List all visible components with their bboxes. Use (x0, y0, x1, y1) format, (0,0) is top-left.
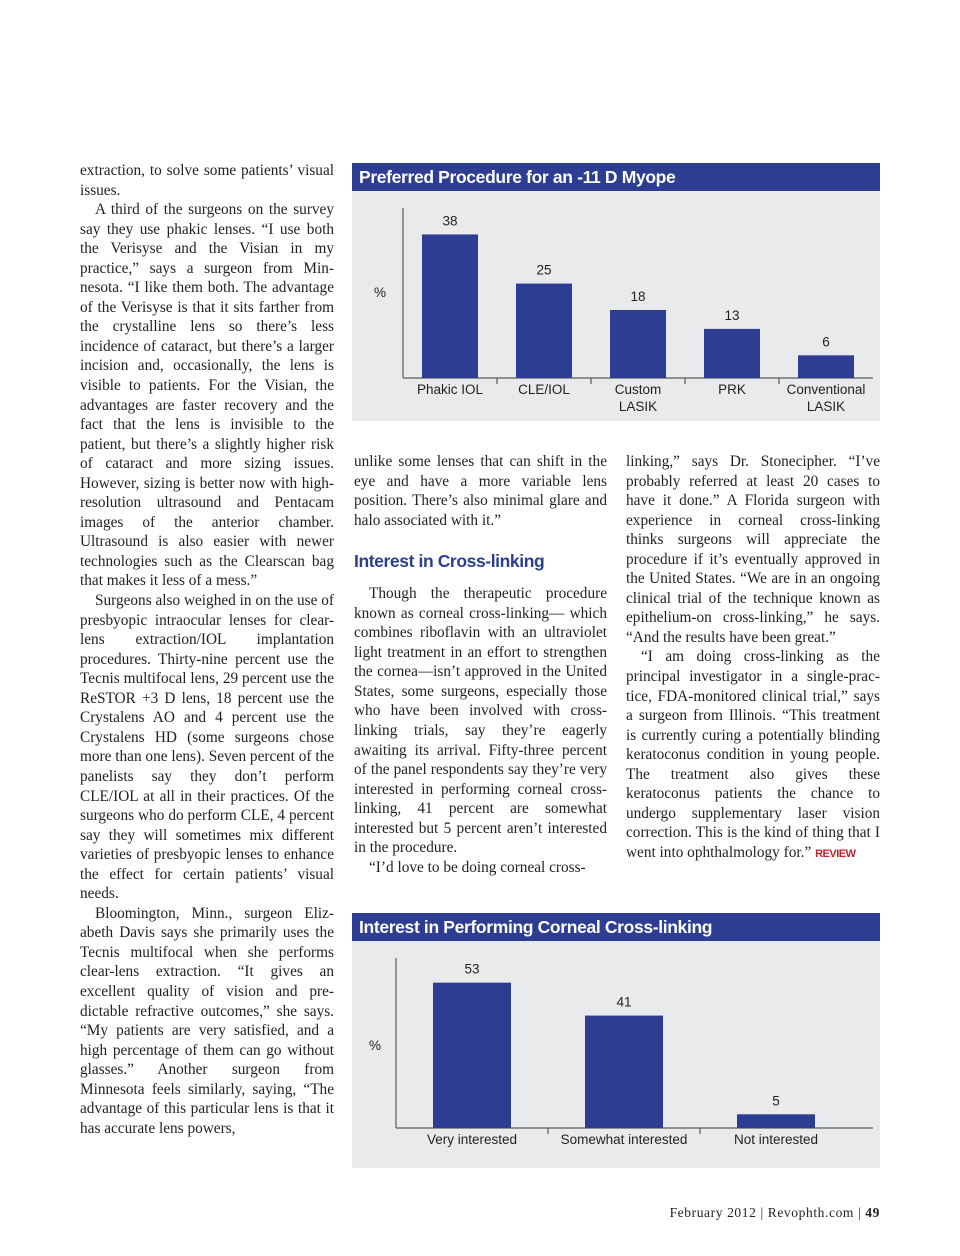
data-label: 53 (464, 961, 480, 977)
review-end-mark: REVIEW (815, 847, 856, 860)
data-label: 5 (772, 1093, 780, 1109)
x-tick-label: LASIK (806, 399, 846, 414)
paragraph: Surgeons also weighed in on the use of presbyopic intraocular lenses for clear-lens extraction/IOL implantation procedures. Thirty-nine percent use the Tecnis multifocal lens, 29 percent use the ReSTOR +3 D lens, 18 percent use the Crystalens AO and 4 percent use the Crystalens HD (some surgeons chose more than one lens). Seven percent of the panelists say they don’t perform CLE/IOL at all in their practices. Of the surgeons who do perform CLE, 4 percent say they will sometimes mix different varieties of presbyopic lenses to enhance the effect for certain patients’ visual needs. (80, 592, 335, 903)
preferred-procedure-chart-plot (352, 163, 880, 421)
paragraph: “I’d love to be doing corneal cross- (369, 858, 586, 876)
data-label: 6 (822, 334, 830, 350)
bar (516, 284, 572, 378)
bar (798, 355, 854, 378)
paragraph: A third of the surgeons on the survey say they use phakic lenses. “I use both the Verisyse and the Visian in my practice,” says a surgeon from Minnesota. “I like them both. The advantage of the Verisyse is that it sits farther from the crystalline lens so there’s less incidence of cataract, but there’s a larger incision and, occasionally, the lens is visible to patients. For the Visian, the advantages are faster recovery and the fact that the lens is invisible to the patient, but there’s a slightly higher risk of cataract and more sizing issues. However, sizing is better now with high-resolution ultrasound and Pentacam images of the anterior chamber. Ultrasound is also easier with newer technologies such as the Clearscan bag that makes it less of a mess.” (80, 201, 334, 590)
y-axis-label: % (368, 1038, 382, 1053)
x-tick-label: Conventional (786, 382, 866, 397)
data-label: 18 (630, 289, 646, 304)
paragraph: Though the therapeutic procedure known as corneal cross-linking— which combines riboflavin with an ultraviolet light treatment in an effort to strengthen the cornea—isn’t approved in the United States, some surgeons, especially those who have been involved with cross-linking trials, say they’re eagerly awaiting its arrival. Fifty-three percent of the panel respondents say they’re very interested in performing corneal cross-linking, 41 percent are somewhat interested but 5 percent aren’t interested in the procedure. (354, 585, 607, 857)
preferred-procedure-chart (352, 163, 880, 421)
paragraph-text: “I am doing cross-linking as the principal investigator in a single-practice, FDA-monitored clinical trial,” says a surgeon from Illinois. “This treatment is currently curing a potentially blinding keratoconus condition in young people. The treatment also gives these keratoconus patients the chance to undergo supplementary laser vision correction. This is the kind of thing that I went into ophthalmology for.” (626, 648, 880, 861)
bar (737, 1114, 815, 1128)
page-footer (670, 1205, 880, 1221)
chart-title: Preferred Procedure for an -11 D Myope (352, 163, 880, 191)
paragraph: extraction, to solve some patients’ visual issues. (80, 162, 334, 199)
x-tick-label: Very interested (426, 1132, 518, 1147)
bar (422, 234, 478, 378)
data-label: 13 (724, 307, 740, 323)
x-tick-label: Not interested (733, 1132, 819, 1147)
paragraph: unlike some lenses that can shift in the eye and have a more variable lens position. There’s also minimal glare and halo associated with it.” (354, 453, 607, 529)
x-tick-label: CLE/IOL (518, 382, 570, 397)
data-label: 38 (442, 213, 458, 229)
paragraph: linking,” says Dr. Stonecipher. “I’ve probably referred at least 20 cases to have it done.” A Florida surgeon with experience in corneal cross-linking thinks surgeons will appreciate the procedure if it’s eventually approved in the United States. “We are in an ongoing clinical trial of the technique known as epithelium-on cross-linking,” he says. “And the results have been great.” (626, 453, 880, 646)
bar (433, 983, 511, 1128)
y-axis-label: % (373, 285, 387, 300)
data-label: 41 (616, 994, 632, 1010)
x-tick-label: PRK (718, 382, 746, 397)
x-tick-label: Custom (614, 382, 662, 397)
article-column-left (80, 161, 334, 1138)
bar (610, 310, 666, 378)
paragraph (626, 647, 880, 864)
bar (585, 1016, 663, 1128)
article-column-right (626, 452, 880, 864)
x-tick-label: Phakic IOL (416, 382, 484, 397)
paragraph: Bloomington, Minn., surgeon Elizabeth Davis says she primarily uses the Tecnis multifocal when she performs clear-lens extraction. “It gives an excellent quality of vision and predictable refractive outcomes,” she says. “My patients are very satisfied, and a high percentage of them can go without glasses.” Another surgeon from Minnesota feels similarly, saying, “The advantage of this particular lens is that it has accurate lens powers, (80, 904, 334, 1137)
bar (704, 329, 760, 378)
page-number: 49 (865, 1205, 880, 1220)
cross-linking-interest-chart-plot (352, 913, 880, 1168)
section-subhead: Interest in Cross-linking (354, 551, 545, 572)
x-tick-label: LASIK (618, 399, 658, 414)
chart-title: Interest in Performing Corneal Cross-linking (352, 913, 880, 941)
footer-date-site: February 2012 | Revophth.com | (669, 1205, 866, 1220)
article-column-middle (354, 452, 607, 877)
x-tick-label: Somewhat interested (560, 1132, 688, 1147)
data-label: 25 (536, 262, 552, 278)
cross-linking-interest-chart (352, 913, 880, 1168)
